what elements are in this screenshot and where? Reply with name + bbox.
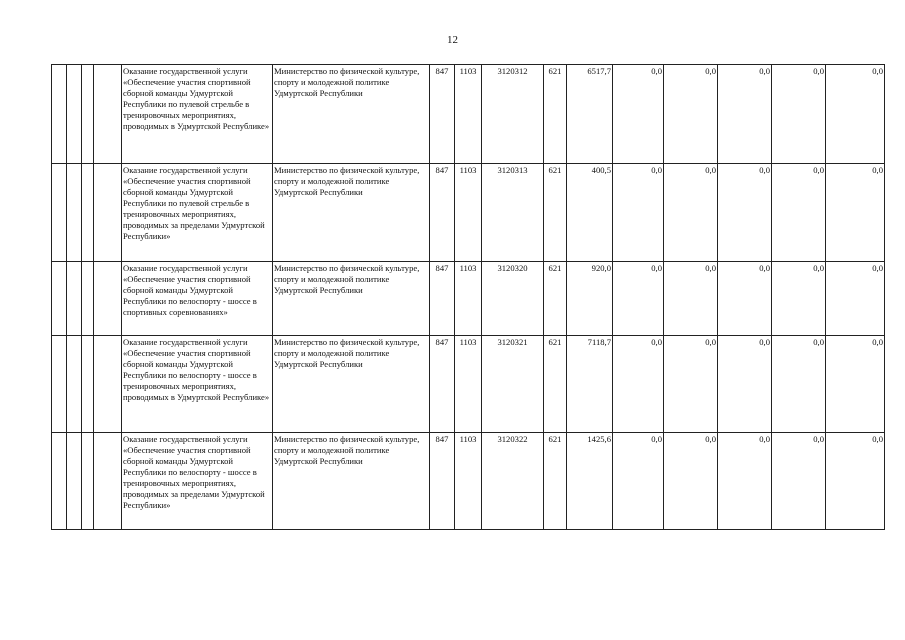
value-4: 0,0 bbox=[772, 65, 826, 164]
value-5: 0,0 bbox=[826, 65, 885, 164]
ministry-name: Министерство по физической культуре, спорту и молодежной политике Удмуртской Республики bbox=[273, 164, 430, 262]
value-3: 0,0 bbox=[718, 164, 772, 262]
code-cell-1 bbox=[52, 336, 67, 433]
code-cell-4 bbox=[94, 336, 122, 433]
value-5: 0,0 bbox=[826, 262, 885, 336]
value-5: 0,0 bbox=[826, 336, 885, 433]
section-code: 1103 bbox=[455, 164, 482, 262]
target-article-code: 3120321 bbox=[482, 336, 544, 433]
service-name: Оказание государственной услуги «Обеспечение участия спортивной сборной команды Удмуртской Республики по пулевой стрельбе в тренировочных мероприятиях, проводимых в Удмуртской Республике» bbox=[122, 65, 273, 164]
value-3: 0,0 bbox=[718, 433, 772, 530]
code-cell-1 bbox=[52, 164, 67, 262]
code-cell-3 bbox=[82, 433, 94, 530]
amount-value: 6517,7 bbox=[567, 65, 613, 164]
target-article-code: 3120312 bbox=[482, 65, 544, 164]
service-name: Оказание государственной услуги «Обеспечение участия спортивной сборной команды Удмуртской Республики по велоспорту - шоссе в тренировочных мероприятиях, проводимых за пределами Удмуртской Республики» bbox=[122, 433, 273, 530]
ministry-name: Министерство по физической культуре, спорту и молодежной политике Удмуртской Республики bbox=[273, 433, 430, 530]
value-4: 0,0 bbox=[772, 433, 826, 530]
code-cell-1 bbox=[52, 262, 67, 336]
value-5: 0,0 bbox=[826, 433, 885, 530]
value-3: 0,0 bbox=[718, 336, 772, 433]
value-3: 0,0 bbox=[718, 65, 772, 164]
section-code: 1103 bbox=[455, 433, 482, 530]
value-4: 0,0 bbox=[772, 262, 826, 336]
table-row bbox=[52, 164, 885, 262]
value-1: 0,0 bbox=[613, 433, 664, 530]
table-row bbox=[52, 433, 885, 530]
table-row bbox=[52, 262, 885, 336]
code-cell-4 bbox=[94, 433, 122, 530]
grbs-code: 847 bbox=[430, 262, 455, 336]
amount-value: 7118,7 bbox=[567, 336, 613, 433]
section-code: 1103 bbox=[455, 262, 482, 336]
code-cell-3 bbox=[82, 164, 94, 262]
expense-type-code: 621 bbox=[544, 65, 567, 164]
code-cell-2 bbox=[67, 262, 82, 336]
grbs-code: 847 bbox=[430, 433, 455, 530]
expense-type-code: 621 bbox=[544, 164, 567, 262]
page-number: 12 bbox=[447, 34, 458, 46]
value-1: 0,0 bbox=[613, 65, 664, 164]
code-cell-2 bbox=[67, 65, 82, 164]
value-2: 0,0 bbox=[664, 262, 718, 336]
budget-table bbox=[51, 64, 885, 530]
grbs-code: 847 bbox=[430, 336, 455, 433]
code-cell-1 bbox=[52, 433, 67, 530]
value-2: 0,0 bbox=[664, 164, 718, 262]
code-cell-2 bbox=[67, 336, 82, 433]
value-2: 0,0 bbox=[664, 433, 718, 530]
code-cell-3 bbox=[82, 262, 94, 336]
value-2: 0,0 bbox=[664, 336, 718, 433]
value-1: 0,0 bbox=[613, 262, 664, 336]
section-code: 1103 bbox=[455, 65, 482, 164]
target-article-code: 3120320 bbox=[482, 262, 544, 336]
code-cell-2 bbox=[67, 433, 82, 530]
code-cell-2 bbox=[67, 164, 82, 262]
ministry-name: Министерство по физической культуре, спорту и молодежной политике Удмуртской Республики bbox=[273, 262, 430, 336]
code-cell-3 bbox=[82, 336, 94, 433]
code-cell-1 bbox=[52, 65, 67, 164]
value-4: 0,0 bbox=[772, 336, 826, 433]
expense-type-code: 621 bbox=[544, 336, 567, 433]
value-4: 0,0 bbox=[772, 164, 826, 262]
target-article-code: 3120313 bbox=[482, 164, 544, 262]
code-cell-3 bbox=[82, 65, 94, 164]
section-code: 1103 bbox=[455, 336, 482, 433]
amount-value: 920,0 bbox=[567, 262, 613, 336]
target-article-code: 3120322 bbox=[482, 433, 544, 530]
grbs-code: 847 bbox=[430, 164, 455, 262]
table-row bbox=[52, 65, 885, 164]
amount-value: 1425,6 bbox=[567, 433, 613, 530]
service-name: Оказание государственной услуги «Обеспечение участия спортивной сборной команды Удмуртской Республики по велоспорту - шоссе в тренировочных мероприятиях, проводимых в Удмуртской Республике» bbox=[122, 336, 273, 433]
value-5: 0,0 bbox=[826, 164, 885, 262]
ministry-name: Министерство по физической культуре, спорту и молодежной политике Удмуртской Республики bbox=[273, 336, 430, 433]
code-cell-4 bbox=[94, 262, 122, 336]
value-2: 0,0 bbox=[664, 65, 718, 164]
amount-value: 400,5 bbox=[567, 164, 613, 262]
value-3: 0,0 bbox=[718, 262, 772, 336]
service-name: Оказание государственной услуги «Обеспечение участия спортивной сборной команды Удмуртской Республики по пулевой стрельбе в тренировочных мероприятиях, проводимых за пределами Удмуртской Республики» bbox=[122, 164, 273, 262]
value-1: 0,0 bbox=[613, 336, 664, 433]
value-1: 0,0 bbox=[613, 164, 664, 262]
code-cell-4 bbox=[94, 65, 122, 164]
ministry-name: Министерство по физической культуре, спорту и молодежной политике Удмуртской Республики bbox=[273, 65, 430, 164]
service-name: Оказание государственной услуги «Обеспечение участия спортивной сборной команды Удмуртской Республики по велоспорту - шоссе в спортивных соревнованиях» bbox=[122, 262, 273, 336]
grbs-code: 847 bbox=[430, 65, 455, 164]
table-row bbox=[52, 336, 885, 433]
expense-type-code: 621 bbox=[544, 433, 567, 530]
code-cell-4 bbox=[94, 164, 122, 262]
expense-type-code: 621 bbox=[544, 262, 567, 336]
